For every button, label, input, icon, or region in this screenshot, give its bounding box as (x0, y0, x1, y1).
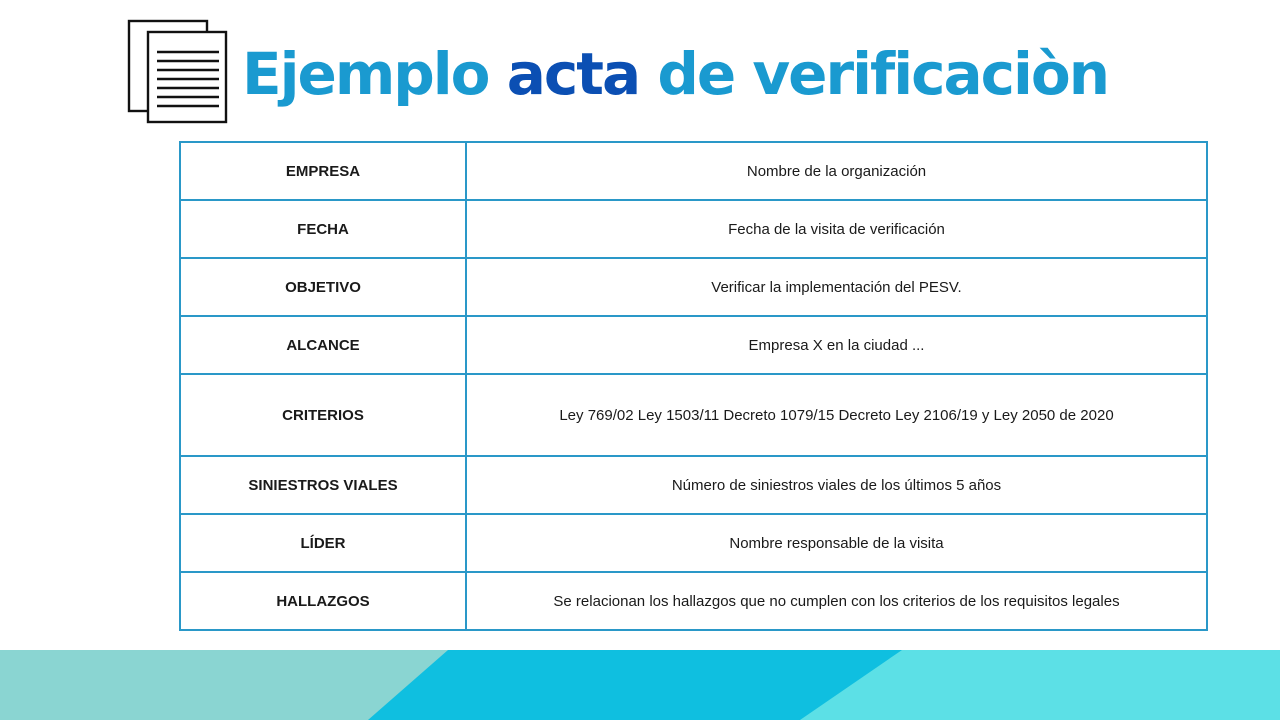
row-value: Número de siniestros viales de los últimos 5 años (466, 456, 1207, 514)
table-row (180, 374, 1207, 456)
table-row (180, 258, 1207, 316)
table-row (180, 316, 1207, 374)
table-row (180, 142, 1207, 200)
row-value: Verificar la implementación del PESV. (466, 258, 1207, 316)
footer-band (0, 650, 1280, 720)
verification-table (179, 141, 1208, 631)
row-value: Fecha de la visita de verificación (466, 200, 1207, 258)
table-row (180, 200, 1207, 258)
row-value: Se relacionan los hallazgos que no cumplen con los criterios de los requisitos legales (466, 572, 1207, 630)
row-label: ALCANCE (180, 316, 466, 374)
title-part-1: Ejemplo (242, 40, 489, 108)
row-label: SINIESTROS VIALES (180, 456, 466, 514)
table-row (180, 456, 1207, 514)
page-title (242, 36, 1108, 112)
table-row (180, 514, 1207, 572)
table-row (180, 572, 1207, 630)
documents-icon (126, 18, 232, 126)
row-value: Nombre de la organización (466, 142, 1207, 200)
row-label: LÍDER (180, 514, 466, 572)
row-label: EMPRESA (180, 142, 466, 200)
row-value: Ley 769/02 Ley 1503/11 Decreto 1079/15 Decreto Ley 2106/19 y Ley 2050 de 2020 (466, 374, 1207, 456)
row-label: HALLAZGOS (180, 572, 466, 630)
row-value: Nombre responsable de la visita (466, 514, 1207, 572)
title-part-3: de verificaciòn (657, 40, 1109, 108)
row-value: Empresa X en la ciudad ... (466, 316, 1207, 374)
title-part-2: acta (506, 40, 640, 108)
row-label: CRITERIOS (180, 374, 466, 456)
row-label: FECHA (180, 200, 466, 258)
row-label: OBJETIVO (180, 258, 466, 316)
